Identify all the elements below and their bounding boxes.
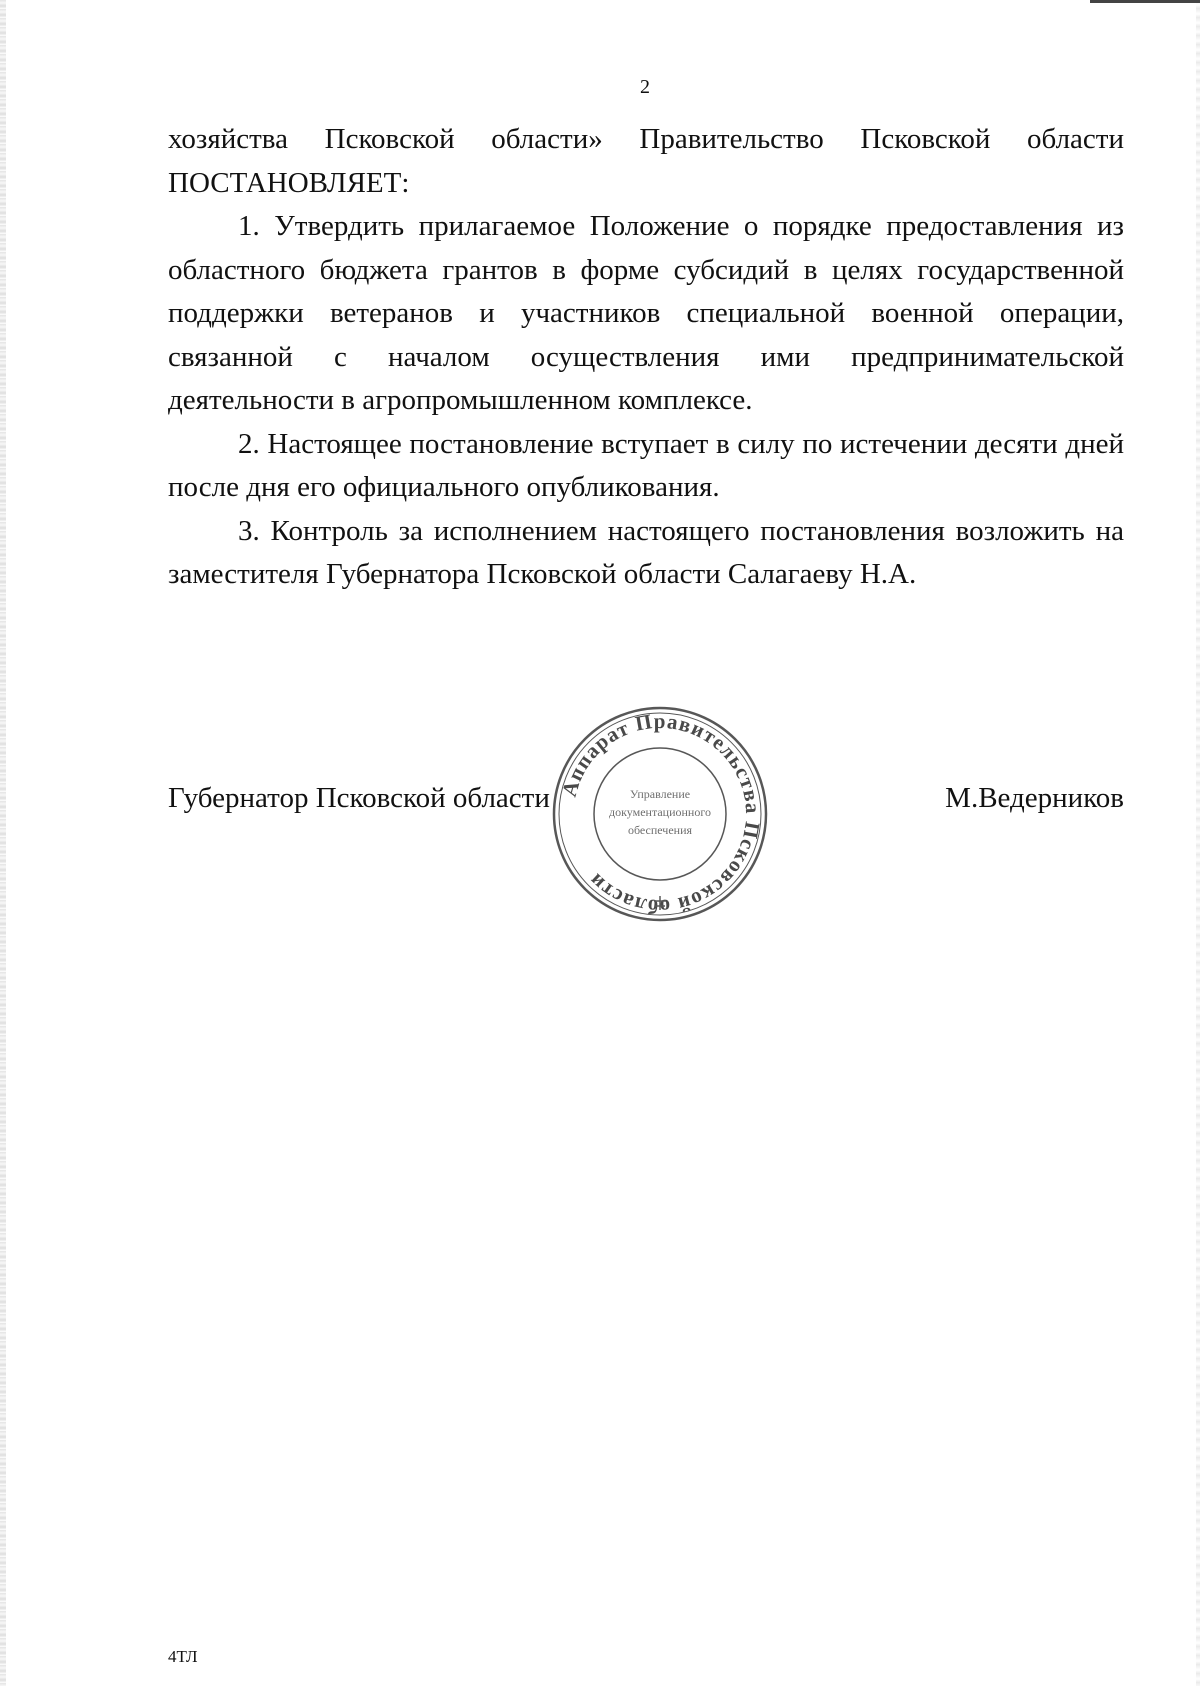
- decree-item-1: 1. Утвердить прилагаемое Положение о порядке предоставления из областного бюджета грантов в форме субсидий в целях государственной поддержки ветеранов и участников специальной военной операции, связанной с началом осуществления ими предпринимательской деятельности в агропромышленном комплексе.: [168, 210, 1124, 416]
- scan-edge-top: [1090, 0, 1200, 3]
- stamp-center-line-2: документационного: [609, 805, 711, 819]
- scan-edge-left: [0, 0, 6, 1686]
- footer-code: 4ТЛ: [168, 1647, 198, 1666]
- stamp-center-line-1: Управление: [629, 787, 691, 801]
- preamble-tail: хозяйства Псковской области» Правительство Псковской области ПОСТАНОВЛЯЕТ:: [168, 123, 1124, 199]
- official-stamp: [548, 703, 772, 925]
- stamp-center-line-3: обеспечения: [627, 823, 693, 837]
- decree-item-2: 2. Настоящее постановление вступает в силу по истечении десяти дней после дня его официального опубликования.: [168, 427, 1124, 503]
- page-number: 2: [640, 76, 650, 98]
- signatory-name: М.Ведерников: [945, 782, 1124, 814]
- stamp-ring-textpath: Аппарат Правительства Псковской области: [556, 708, 766, 920]
- scan-edge-right: [1196, 0, 1200, 1686]
- decree-body: [168, 118, 1124, 597]
- decree-item-3: 3. Контроль за исполнением настоящего постановления возложить на заместителя Губернатора Псковской области Салагаеву Н.А.: [168, 514, 1124, 590]
- signatory-position: Губернатор Псковской области: [168, 782, 550, 814]
